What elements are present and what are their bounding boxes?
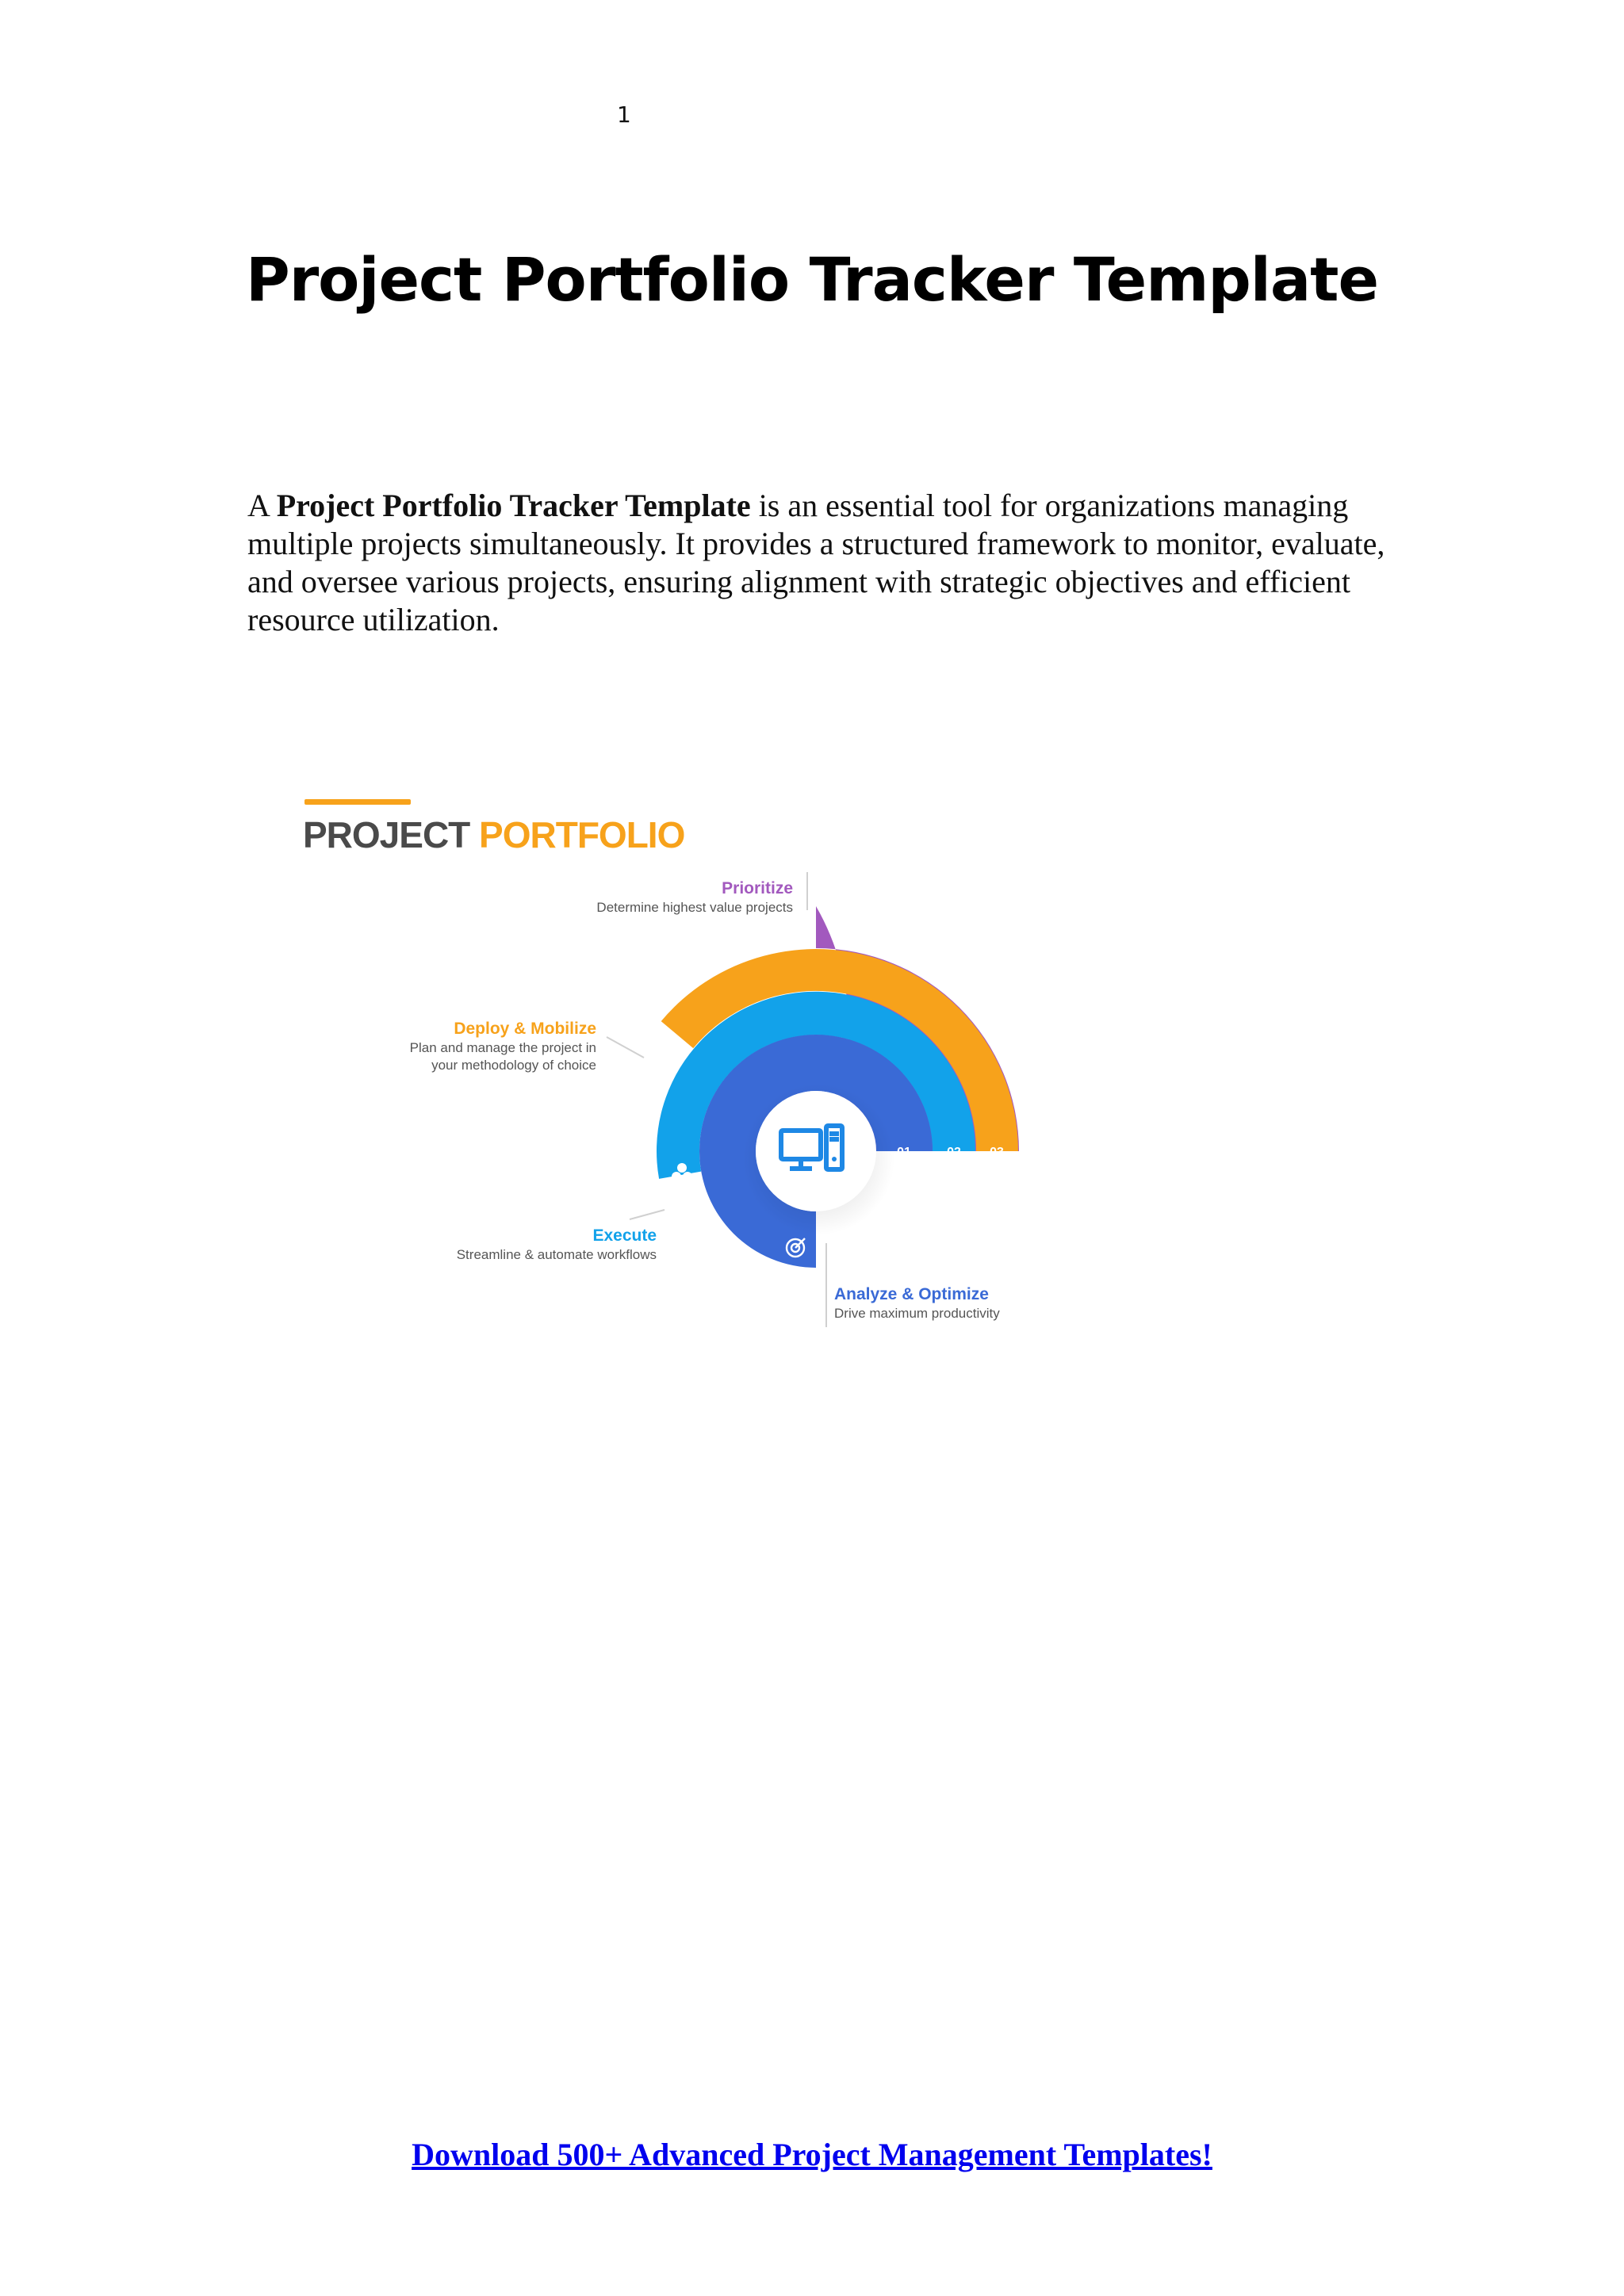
intro-bold-term: Project Portfolio Tracker Template xyxy=(276,488,751,523)
stage-title: Deploy & Mobilize xyxy=(454,1020,596,1038)
center-circle xyxy=(756,1091,876,1211)
stage-title: Prioritize xyxy=(722,879,793,897)
ring-number-02: 02 xyxy=(947,1146,961,1159)
stage-title: Execute xyxy=(592,1226,657,1245)
leader-line-execute xyxy=(630,1210,665,1219)
stage-description-line2: your methodology of choice xyxy=(431,1058,596,1073)
tower-button-dot xyxy=(832,1157,837,1161)
stage-deploy-mobilize xyxy=(285,1019,596,1074)
intro-prefix: A xyxy=(247,488,277,523)
ring-number-01: 01 xyxy=(897,1146,911,1159)
stage-description: Determine highest value projects xyxy=(596,900,793,915)
intro-text: is an essential tool for organizations managing multiple projects simultaneously. It provides a structured framework to monitor, evaluate, and oversee various projects, ensuring alignment with strategic objectives and efficient resource utilization. xyxy=(247,488,1385,637)
ring-number-03: 03 xyxy=(990,1146,1004,1159)
leader-line-deploy xyxy=(607,1037,644,1058)
stage-description: Drive maximum productivity xyxy=(834,1306,1000,1321)
stage-execute xyxy=(285,1226,657,1264)
page-title: Project Portfolio Tracker Template xyxy=(246,244,1378,315)
heading-word-portfolio: PORTFOLIO xyxy=(479,814,685,855)
stage-description-line1: Plan and manage the project in xyxy=(409,1040,596,1055)
presentation-board-icon xyxy=(833,926,858,946)
stage-analyze-optimize xyxy=(834,1284,1088,1322)
download-templates-link[interactable]: Download 500+ Advanced Project Management Templates! xyxy=(412,2137,1212,2172)
project-portfolio-infographic xyxy=(285,785,1094,1356)
ring-number-04: 04 xyxy=(1032,1146,1047,1159)
page-number: 1 xyxy=(617,101,631,128)
heading-word-project: PROJECT xyxy=(303,814,470,855)
stage-title: Analyze & Optimize xyxy=(834,1285,989,1303)
intro-paragraph xyxy=(247,487,1389,639)
stage-prioritize xyxy=(476,878,793,916)
gears-icon xyxy=(668,1040,683,1058)
stage-description: Streamline & automate workflows xyxy=(456,1247,657,1262)
